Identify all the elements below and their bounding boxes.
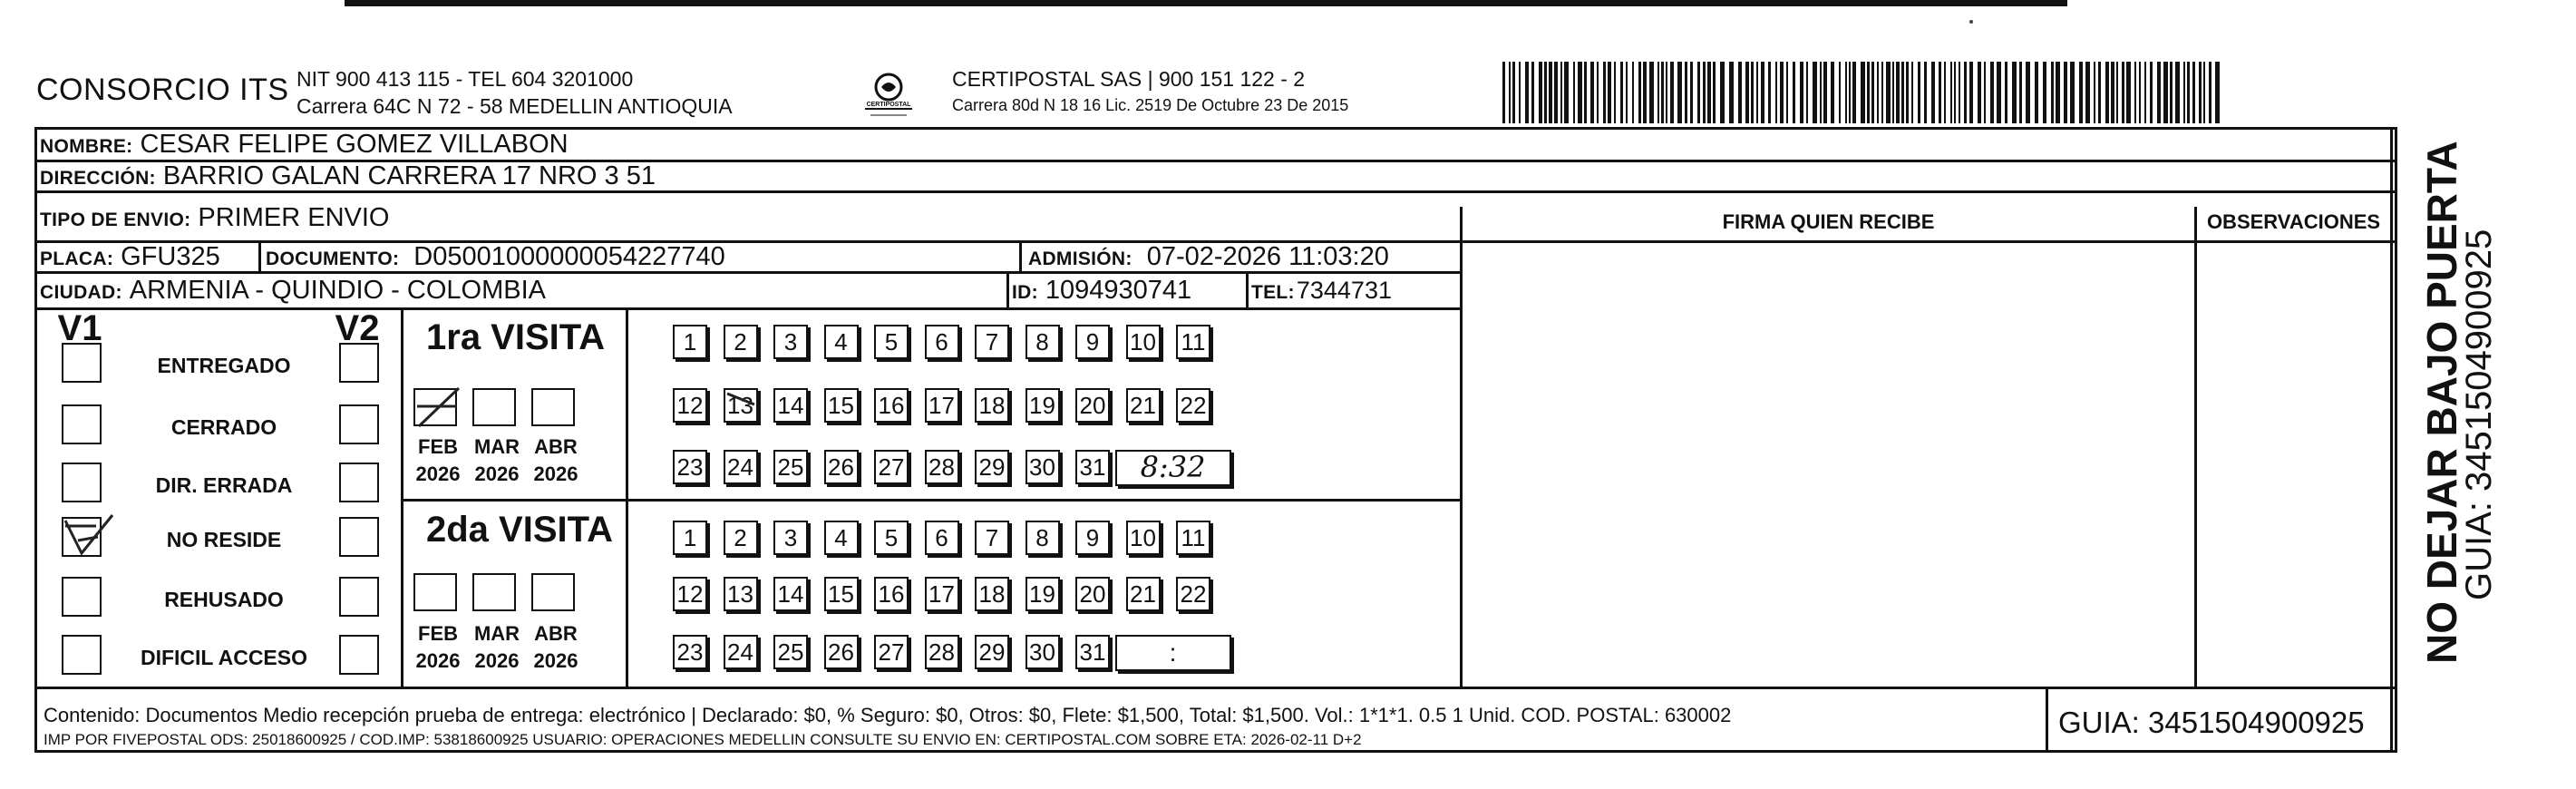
- barcode-bar: [1892, 62, 1894, 123]
- documento-label: DOCUMENTO:: [266, 248, 400, 269]
- field-divider: [1006, 272, 1009, 308]
- side-warning: NO DEJAR BAJO PUERTA: [2418, 141, 2465, 664]
- barcode-bar: [1554, 62, 1558, 123]
- observaciones-header: OBSERVACIONES: [2206, 210, 2381, 233]
- barcode-bar: [2170, 62, 2173, 123]
- second-visit-day-23[interactable]: 23: [673, 635, 707, 669]
- barcode-bar: [1649, 62, 1654, 123]
- second-visit-day-29[interactable]: 29: [975, 635, 1009, 669]
- tel-label: TEL:: [1251, 282, 1295, 303]
- second-visit-day-1[interactable]: 1: [673, 521, 707, 555]
- barcode-bar: [1578, 62, 1582, 123]
- barcode-bar: [2144, 62, 2146, 123]
- placa-field: [40, 242, 220, 272]
- second-visit-day-19[interactable]: 19: [1026, 577, 1060, 611]
- barcode-bar: [1643, 62, 1647, 123]
- barcode-bar: [1525, 62, 1529, 123]
- documento-value: D05001000000054227740: [413, 242, 725, 271]
- barcode-bar: [1800, 62, 1803, 123]
- first-visit-month-label: ABR: [534, 435, 578, 458]
- barcode-bar: [1756, 62, 1758, 123]
- v2-checkbox-rehusado[interactable]: [339, 577, 379, 617]
- barcode-bar: [1677, 62, 1682, 123]
- reason-label-dificil-acceso: DIFICIL ACCESO: [140, 646, 307, 669]
- barcode-bar: [2085, 62, 2090, 123]
- first-visit-day-20[interactable]: 20: [1075, 388, 1110, 423]
- direccion-label: DIRECCIÓN:: [40, 168, 156, 189]
- barcode-bar: [1964, 62, 1967, 123]
- barcode-bar: [1984, 62, 1986, 123]
- tipo-envio-value: PRIMER ENVIO: [198, 203, 390, 232]
- v2-checkbox-dir-errada[interactable]: [339, 463, 379, 502]
- id-value: 1094930741: [1045, 276, 1192, 305]
- barcode-bar: [1939, 62, 1941, 123]
- barcode-bar: [1707, 62, 1711, 123]
- barcode-bar: [2122, 62, 2124, 123]
- barcode-bar: [1813, 62, 1817, 123]
- barcode-bar: [1603, 62, 1606, 123]
- second-visit-day-10[interactable]: 10: [1126, 521, 1161, 555]
- first-visit-day-26[interactable]: 26: [824, 450, 859, 484]
- barcode-bar: [1881, 62, 1883, 123]
- barcode-bar: [2192, 62, 2195, 123]
- barcode-bar: [1620, 62, 1623, 123]
- second-visit-month-label: ABR: [534, 622, 578, 645]
- barcode-bar: [1597, 62, 1599, 123]
- second-visit-day-27[interactable]: 27: [874, 635, 909, 669]
- second-visit-month-label: MAR: [473, 622, 520, 645]
- barcode-bar: [1944, 62, 1946, 123]
- barcode-bar: [2079, 62, 2083, 123]
- barcode-bar: [2116, 62, 2118, 123]
- barcode-bar: [1690, 62, 1693, 123]
- first-visit-day-23[interactable]: 23: [673, 450, 707, 484]
- col-divider: [1460, 207, 1463, 687]
- second-visit-month-checkbox-mar[interactable]: [472, 573, 516, 611]
- firma-header: FIRMA QUIEN RECIBE: [1722, 210, 1935, 233]
- second-visit-day-31[interactable]: 31: [1075, 635, 1110, 669]
- barcode-bar: [1950, 62, 1952, 123]
- carrier-license-line: Carrera 80d N 18 16 Lic. 2519 De Octubre 23 De 2015: [952, 96, 1349, 114]
- barcode-bar: [1512, 62, 1515, 123]
- first-visit-day-19[interactable]: 19: [1026, 388, 1060, 423]
- first-visit-day-15[interactable]: 15: [824, 388, 859, 423]
- logo-caption: CERTIPOSTAL: [866, 102, 911, 108]
- reason-label-cerrado: CERRADO: [170, 415, 277, 439]
- first-visit-month-checkbox-abr[interactable]: [531, 388, 575, 426]
- footer-print-line: IMP POR FIVEPOSTAL ODS: 25018600925 / COD.IMP: 53818600925 USUARIO: OPERACIONES MEDELLIN CONSULTE SU ENVIO EN: CERTIPOSTAL.COM SOBRE ETA: 2026-02-11 D+2: [44, 731, 1362, 748]
- barcode-bar: [2043, 62, 2046, 123]
- barcode-bar: [2051, 62, 2054, 123]
- second-visit-day-17[interactable]: 17: [925, 577, 959, 611]
- barcode-bar: [1751, 62, 1754, 123]
- barcode-bar: [1738, 62, 1742, 123]
- ciudad-label: CIUDAD:: [40, 282, 122, 303]
- first-visit-year-label: 2026: [533, 463, 578, 485]
- barcode-bar: [1703, 62, 1706, 123]
- first-visit-month-checkbox-mar[interactable]: [472, 388, 516, 426]
- second-visit-month-checkbox-feb[interactable]: [413, 573, 457, 611]
- second-visit-day-16[interactable]: 16: [874, 577, 909, 611]
- second-visit-day-20[interactable]: 20: [1075, 577, 1110, 611]
- barcode-bar: [2134, 62, 2136, 123]
- barcode-bar: [1775, 62, 1777, 123]
- barcode-bar: [1626, 62, 1628, 123]
- second-visit-day-28[interactable]: 28: [925, 635, 959, 669]
- first-visit-day-28[interactable]: 28: [925, 450, 959, 484]
- reason-label-entregado: ENTREGADO: [157, 354, 291, 377]
- barcode-icon: [1501, 62, 2226, 123]
- barcode-bar: [2105, 62, 2109, 123]
- barcode-bar: [1906, 62, 1909, 123]
- col-divider: [2194, 207, 2197, 687]
- status-divider: [401, 307, 403, 687]
- barcode-bar: [1573, 62, 1575, 123]
- first-visit-day-5[interactable]: 5: [874, 325, 909, 359]
- second-visit-day-11[interactable]: 11: [1176, 521, 1210, 555]
- second-visit-day-18[interactable]: 18: [975, 577, 1009, 611]
- barcode-bar: [2026, 62, 2030, 123]
- certipostal-logo-icon: [852, 67, 925, 122]
- side-guia: GUIA: 3451504900925: [2459, 229, 2499, 600]
- first-visit-day-24[interactable]: 24: [724, 450, 758, 484]
- v1-checkbox-entregado[interactable]: [62, 343, 102, 383]
- nombre-field: [40, 130, 569, 160]
- barcode-bar: [1918, 62, 1920, 123]
- barcode-bar: [1831, 62, 1834, 123]
- v2-checkbox-cerrado[interactable]: [339, 404, 379, 444]
- barcode-bar: [1531, 62, 1534, 123]
- barcode-bar: [2012, 62, 2017, 123]
- second-visit-day-24[interactable]: 24: [724, 635, 758, 669]
- first-visit-day-13[interactable]: 13: [724, 388, 758, 423]
- first-visit-day-31[interactable]: 31: [1075, 450, 1110, 484]
- footer-divider: [34, 687, 2397, 689]
- scan-dot: [1969, 20, 1973, 24]
- admision-field: [1028, 242, 1389, 272]
- company-address-line: Carrera 64C N 72 - 58 MEDELLIN ANTIOQUIA: [296, 94, 733, 118]
- barcode-bar: [2183, 62, 2185, 123]
- company-nit-line: NIT 900 413 115 - TEL 604 3201000: [296, 67, 634, 91]
- barcode-bar: [2175, 62, 2180, 123]
- reason-label-dir-errada: DIR. ERRADA: [155, 473, 293, 497]
- second-visit-day-5[interactable]: 5: [874, 521, 909, 555]
- field-divider: [1246, 272, 1249, 308]
- barcode-bar: [1632, 62, 1634, 123]
- first-visit-day-14[interactable]: 14: [773, 388, 808, 423]
- ciudad-field: [40, 276, 546, 306]
- first-visit-day-29[interactable]: 29: [975, 450, 1009, 484]
- reason-label-no-reside: NO RESIDE: [166, 528, 282, 551]
- barcode-bar: [1509, 62, 1511, 123]
- second-visit-day-25[interactable]: 25: [773, 635, 808, 669]
- first-visit-year-label: 2026: [474, 463, 520, 485]
- barcode-bar: [1959, 62, 1960, 123]
- barcode-bar: [1539, 62, 1542, 123]
- first-visit-month-label: MAR: [473, 435, 520, 458]
- second-visit-day-30[interactable]: 30: [1026, 635, 1060, 669]
- second-visit-day-7[interactable]: 7: [975, 521, 1009, 555]
- first-visit-day-7[interactable]: 7: [975, 325, 1009, 359]
- barcode-bar: [1969, 62, 1973, 123]
- barcode-bar: [1666, 62, 1667, 123]
- first-visit-day-30[interactable]: 30: [1026, 450, 1060, 484]
- tipo-envio-label: TIPO DE ENVIO:: [40, 209, 191, 230]
- v2-checkbox-dificil-acceso[interactable]: [339, 635, 379, 675]
- barcode-bar: [1911, 62, 1913, 123]
- barcode-bar: [2150, 62, 2153, 123]
- second-visit-day-21[interactable]: 21: [1126, 577, 1161, 611]
- barcode-bar: [1519, 62, 1521, 123]
- barcode-bar: [1931, 62, 1935, 123]
- first-visit-day-6[interactable]: 6: [925, 325, 959, 359]
- barcode-bar: [1768, 62, 1771, 123]
- first-visit-day-22[interactable]: 22: [1176, 388, 1210, 423]
- reason-label-rehusado: REHUSADO: [164, 588, 284, 611]
- second-visit-title: 2da VISITA: [426, 510, 613, 550]
- admision-label: ADMISIÓN:: [1028, 248, 1132, 269]
- barcode-bar: [1584, 62, 1587, 123]
- side-divider: [2390, 127, 2393, 753]
- first-visit-day-11[interactable]: 11: [1176, 325, 1210, 359]
- barcode-bar: [1954, 62, 1956, 123]
- barcode-bar: [1549, 62, 1552, 123]
- v2-header: V2: [335, 308, 380, 348]
- tel-value: 7344731: [1296, 277, 1392, 304]
- barcode-bar: [1608, 62, 1611, 123]
- documento-field: [266, 242, 725, 272]
- id-field: [1012, 276, 1191, 306]
- second-visit-day-3[interactable]: 3: [773, 521, 808, 555]
- second-visit-year-label: 2026: [415, 649, 461, 672]
- barcode-bar: [1685, 62, 1687, 123]
- barcode-bar: [1657, 62, 1659, 123]
- barcode-bar: [1780, 62, 1784, 123]
- first-visit-day-25[interactable]: 25: [773, 450, 808, 484]
- first-visit-month-label: FEB: [418, 435, 458, 458]
- barcode-bar: [2098, 62, 2101, 123]
- barcode-bar: [2163, 62, 2168, 123]
- barcode-bar: [1786, 62, 1788, 123]
- barcode-bar: [1896, 62, 1900, 123]
- barcode-bar: [2064, 62, 2067, 123]
- barcode-bar: [1839, 62, 1841, 123]
- barcode-bar: [1886, 62, 1891, 123]
- barcode-bar: [1852, 62, 1856, 123]
- barcode-bar: [1560, 62, 1562, 123]
- barcode-bar: [2111, 62, 2114, 123]
- direccion-field: [40, 161, 656, 191]
- barcode-bar: [2094, 62, 2095, 123]
- barcode-bar: [1806, 62, 1808, 123]
- first-visit-day-27[interactable]: 27: [874, 450, 909, 484]
- second-visit-year-label: 2026: [474, 649, 520, 672]
- second-visit-year-label: 2026: [533, 649, 578, 672]
- v1-checkbox-dir-errada[interactable]: [62, 463, 102, 502]
- first-visit-day-2[interactable]: 2: [724, 325, 758, 359]
- second-visit-day-26[interactable]: 26: [824, 635, 859, 669]
- barcode-bar: [1713, 62, 1716, 123]
- first-visit-year-label: 2026: [415, 463, 461, 485]
- barcode-bar: [1761, 62, 1764, 123]
- first-visit-day-12[interactable]: 12: [673, 388, 707, 423]
- barcode-bar: [1729, 62, 1734, 123]
- barcode-bar: [1820, 62, 1822, 123]
- second-visit-day-8[interactable]: 8: [1026, 521, 1060, 555]
- barcode-bar: [1997, 62, 2001, 123]
- footer-content-line: Contenido: Documentos Medio recepción prueba de entrega: electrónico | Declarado: $0, % Seguro: $0, Otros: $0, Flete: $1,500, Total: $1,500. Vol.: 1*1*1. 0.5 1 Unid. COD. POSTAL: 630002: [44, 704, 1732, 726]
- first-visit-day-8[interactable]: 8: [1026, 325, 1060, 359]
- tel-field: [1251, 276, 1392, 306]
- barcode-bar: [2056, 62, 2060, 123]
- barcode-bar: [1901, 62, 1904, 123]
- barcode-bar: [1544, 62, 1547, 123]
- barcode-bar: [2035, 62, 2038, 123]
- v2-checkbox-entregado[interactable]: [339, 343, 379, 383]
- second-visit-day-13[interactable]: 13: [724, 577, 758, 611]
- barcode-bar: [1614, 62, 1616, 123]
- top-edge-bar: [345, 0, 2067, 6]
- tipo-envio-field: [40, 203, 389, 233]
- barcode-bar: [1924, 62, 1927, 123]
- ciudad-value: ARMENIA - QUINDIO - COLOMBIA: [129, 276, 546, 305]
- barcode-bar: [1849, 62, 1851, 123]
- first-visit-day-16[interactable]: 16: [874, 388, 909, 423]
- barcode-bar: [2019, 62, 2022, 123]
- barcode-bar: [1590, 62, 1594, 123]
- second-visit-month-label: FEB: [418, 622, 458, 645]
- v1-checkbox-no-reside[interactable]: [62, 517, 102, 557]
- first-visit-day-10[interactable]: 10: [1126, 325, 1161, 359]
- nombre-label: NOMBRE:: [40, 136, 133, 157]
- field-divider: [1019, 240, 1022, 272]
- first-visit-time-field[interactable]: 8:32: [1115, 450, 1231, 486]
- barcode-bar: [1990, 62, 1994, 123]
- placa-label: PLACA:: [40, 248, 114, 269]
- barcode-bar: [1871, 62, 1874, 123]
- barcode-bar: [2005, 62, 2007, 123]
- direccion-value: BARRIO GALAN CARRERA 17 NRO 3 51: [162, 161, 656, 190]
- barcode-bar: [1845, 62, 1847, 123]
- v1-checkbox-cerrado[interactable]: [62, 404, 102, 444]
- barcode-bar: [2157, 62, 2161, 123]
- second-visit-day-4[interactable]: 4: [824, 521, 859, 555]
- v1-checkbox-rehusado[interactable]: [62, 577, 102, 617]
- second-visit-day-9[interactable]: 9: [1075, 521, 1110, 555]
- barcode-bar: [2215, 62, 2220, 123]
- barcode-bar: [1793, 62, 1795, 123]
- barcode-bar: [1978, 62, 1981, 123]
- first-visit-day-18[interactable]: 18: [975, 388, 1009, 423]
- v1-header: V1: [57, 308, 102, 348]
- first-visit-day-9[interactable]: 9: [1075, 325, 1110, 359]
- barcode-bar: [1823, 62, 1827, 123]
- barcode-bar: [1502, 62, 1505, 123]
- footer-guia-number: GUIA: 3451504900925: [2058, 706, 2365, 739]
- admision-value: 07-02-2026 11:03:20: [1146, 242, 1389, 271]
- first-visit-day-3[interactable]: 3: [773, 325, 808, 359]
- first-visit-day-4[interactable]: 4: [824, 325, 859, 359]
- first-visit-day-21[interactable]: 21: [1126, 388, 1161, 423]
- visit-label-divider: [626, 307, 628, 687]
- barcode-bar: [2209, 62, 2211, 123]
- barcode-bar: [2199, 62, 2202, 123]
- nombre-value: CESAR FELIPE GOMEZ VILLABON: [140, 130, 569, 159]
- v1-checkbox-dificil-acceso[interactable]: [62, 635, 102, 675]
- footer-guia-divider: [2046, 687, 2048, 752]
- barcode-bar: [1877, 62, 1879, 123]
- barcode-bar: [1697, 62, 1700, 123]
- barcode-bar: [1670, 62, 1674, 123]
- barcode-bar: [2139, 62, 2141, 123]
- first-visit-day-17[interactable]: 17: [925, 388, 959, 423]
- barcode-bar: [1661, 62, 1664, 123]
- v2-checkbox-no-reside[interactable]: [339, 517, 379, 557]
- barcode-bar: [2187, 62, 2190, 123]
- second-visit-day-2[interactable]: 2: [724, 521, 758, 555]
- first-visit-month-checkbox-feb[interactable]: [413, 388, 457, 426]
- first-visit-day-1[interactable]: 1: [673, 325, 707, 359]
- second-visit-day-12[interactable]: 12: [673, 577, 707, 611]
- second-visit-time-field[interactable]: :: [1115, 635, 1231, 671]
- barcode-bar: [2126, 62, 2131, 123]
- first-visit-title: 1ra VISITA: [426, 317, 606, 357]
- carrier-line: CERTIPOSTAL SAS | 900 151 122 - 2: [952, 67, 1306, 91]
- company-name: CONSORCIO ITS: [36, 73, 289, 107]
- barcode-bar: [1720, 62, 1725, 123]
- placa-value: GFU325: [121, 242, 220, 271]
- visit-divider: [403, 499, 1463, 502]
- second-visit-month-checkbox-abr[interactable]: [531, 573, 575, 611]
- second-visit-day-6[interactable]: 6: [925, 521, 959, 555]
- barcode-bar: [1745, 62, 1749, 123]
- second-visit-day-15[interactable]: 15: [824, 577, 859, 611]
- barcode-bar: [1867, 62, 1870, 123]
- barcode-bar: [1861, 62, 1865, 123]
- barcode-bar: [1564, 62, 1569, 123]
- second-visit-day-14[interactable]: 14: [773, 577, 808, 611]
- id-label: ID:: [1012, 282, 1038, 303]
- barcode-bar: [2203, 62, 2205, 123]
- second-visit-day-22[interactable]: 22: [1176, 577, 1210, 611]
- barcode-bar: [2070, 62, 2075, 123]
- field-divider: [258, 240, 261, 272]
- barcode-bar: [1638, 62, 1641, 123]
